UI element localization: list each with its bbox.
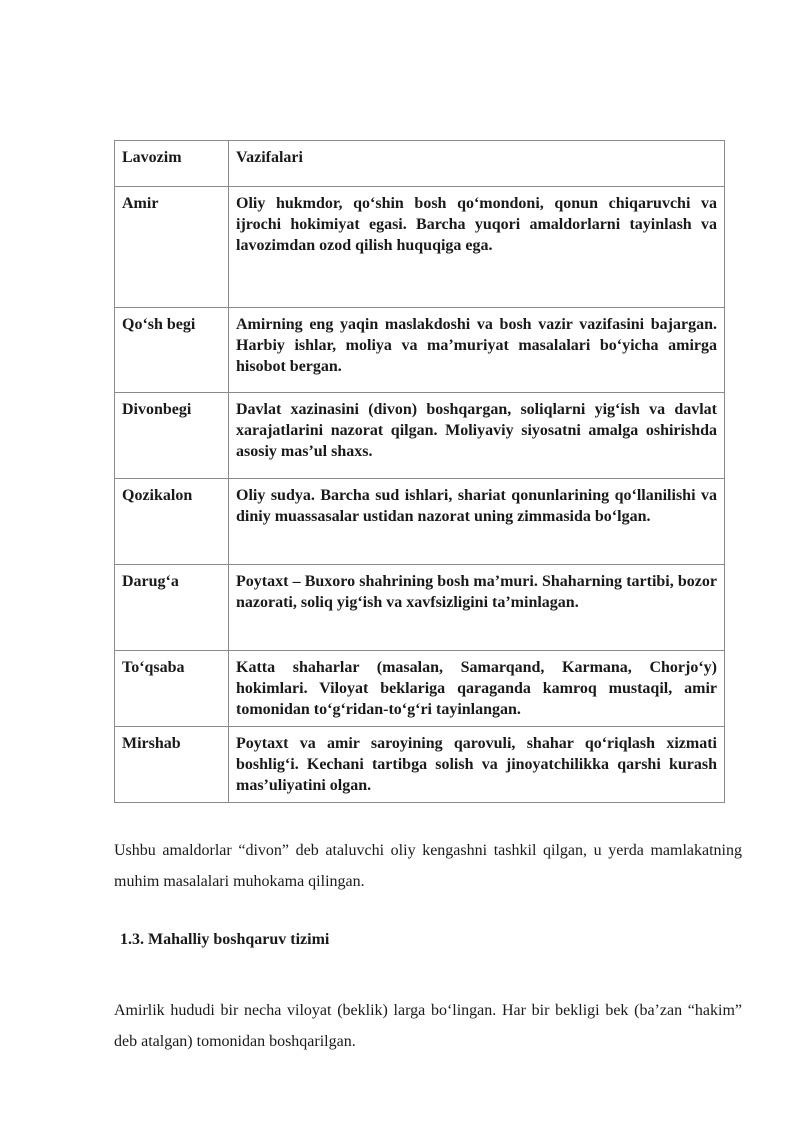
table-row (115, 393, 725, 479)
header-cell-duties: Vazifalari (229, 141, 725, 187)
table-row (115, 565, 725, 651)
duties-cell: Oliy sudya. Barcha sud ishlari, shariat qonunlarining qo‘llanilishi va diniy muassasalar ustidan nazorat uning zimmasida bo‘lgan. (229, 479, 725, 565)
body-paragraph: Amirlik hududi bir necha viloyat (beklik) larga bo‘lingan. Har bir bekligi bek (ba’zan “hakim” deb atalgan) tomonidan boshqarilgan. (114, 1002, 742, 1050)
table-row (115, 727, 725, 803)
table-header-row (115, 141, 725, 187)
position-cell: Qozikalon (115, 479, 229, 565)
duties-cell: Katta shaharlar (masalan, Samarqand, Karmana, Chorjo‘y) hokimlari. Viloyat beklariga qaraganda kamroq mustaqil, amir tomonidan to‘g‘ridan-to‘g‘ri tayinlangan. (229, 651, 725, 727)
table-row (115, 479, 725, 565)
table-row (115, 651, 725, 727)
header-cell-position: Lavozim (115, 141, 229, 187)
position-cell: Mirshab (115, 727, 229, 803)
table-row (115, 308, 725, 393)
duties-cell: Poytaxt – Buxoro shahrining bosh ma’muri. Shaharning tartibi, bozor nazorati, soliq yig‘ish va xavfsizligini ta’minlagan. (229, 565, 725, 651)
position-cell: Amir (115, 187, 229, 308)
position-cell: Qo‘sh begi (115, 308, 229, 393)
body-paragraph: Ushbu amaldorlar “divon” deb ataluvchi oliy kengashni tashkil qilgan, u yerda mamlakatning muhim masalalari muhokama qilingan. (114, 842, 742, 890)
duties-cell: Poytaxt va amir saroyining qarovuli, shahar qo‘riqlash xizmati boshlig‘i. Kechani tartibga solish va jinoyatchilikka qarshi kurash mas’uliyatini olgan. (229, 727, 725, 803)
position-cell: Darug‘a (115, 565, 229, 651)
position-cell: Divonbegi (115, 393, 229, 479)
duties-cell: Oliy hukmdor, qo‘shin bosh qo‘mondoni, qonun chiqaruvchi va ijrochi hokimiyat egasi. Barcha yuqori amaldorlarni tayinlash va lavozimdan ozod qilish huquqiga ega. (229, 187, 725, 308)
section-heading: 1.3. Mahalliy boshqaruv tizimi (120, 931, 330, 948)
duties-cell: Amirning eng yaqin maslakdoshi va bosh vazir vazifasini bajargan. Harbiy ishlar, moliya va ma’muriyat masalalari bo‘yicha amirga hisobot bergan. (229, 308, 725, 393)
table-row (115, 187, 725, 308)
position-cell: To‘qsaba (115, 651, 229, 727)
duties-cell: Davlat xazinasini (divon) boshqargan, soliqlarni yig‘ish va davlat xarajatlarini nazorat qilgan. Moliyaviy siyosatni amalga oshirishda asosiy mas’ul shaxs. (229, 393, 725, 479)
officials-table (114, 140, 725, 803)
